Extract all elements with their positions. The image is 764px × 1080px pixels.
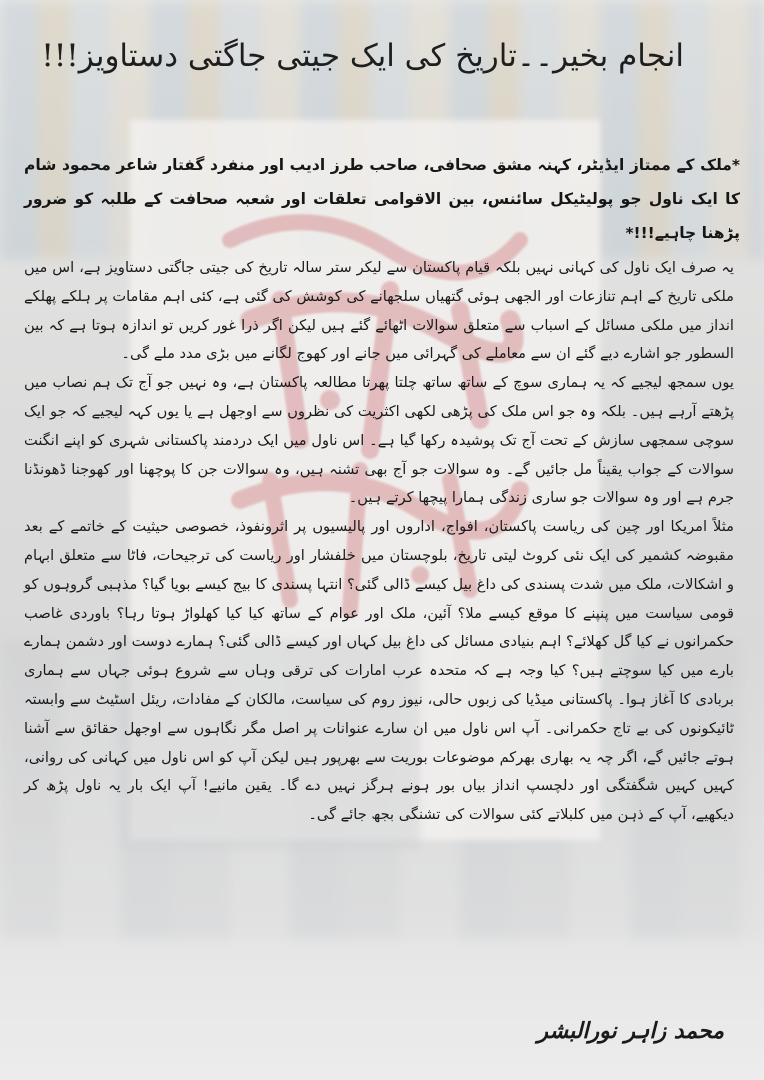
document-title: انجام بخیر۔۔تاریخ کی ایک جیتی جاگتی دستاویز!!! — [41, 38, 684, 74]
author-signature: محمد زاہر نورالبشر — [537, 1018, 724, 1044]
body-paragraph: مثلاً امریکا اور چین کی ریاست پاکستان، افواج، اداروں اور پالیسیوں پر اثرونفوذ، خصوصی حیثیت کے خاتمے کے بعد مقبوضہ کشمیر کی ایک نئی کروٹ لیتی تاریخ، بلوچستان میں خلفشار اور ریاست کی ترجیحات، فاٹا سے متعلق ابہام و اشکالات، ملک میں شدت پسندی کی داغ بیل کیسے ڈالی گئی؟ انتہا پسندی کا بیج کیسے بویا گیا؟ مذہبی گروہوں کو قومی سیاست میں پنپنے کا موقع کیسے ملا؟ آئین، ملک اور عوام کے ساتھ کیا کیا کھلواڑ ہوتا رہا؟ باوردی غاصب حکمرانوں نے کیا گل کھلائے؟ اہم بنیادی مسائل کی داغ بیل کہاں اور کیسے ڈالی گئی؟ ہمارے دوست اور دشمن ہمارے بارے میں کیا سوچتے ہیں؟ کیا وجہ ہے کہ متحدہ عرب امارات کی ترقی وہاں سے شروع ہوئی جہاں سے ہماری بربادی کا آغاز ہوا۔ پاکستانی میڈیا کی زبوں حالی، نیوز روم کی سیاست، مالکان کے مفادات، ریئل اسٹیٹ سے وابستہ ٹائیکونوں کی بے تاج حکمرانی۔ آپ اس ناول میں ان سارے عنوانات پر اصل مگر نگاہوں سے اوجھل حقائق سے آشنا ہوتے جائیں گے، اگر چہ یہ بھاری بھرکم موضوعات بوریت سے بھرپور ہیں لیکن آپ کو اس ناول میں کہانی کی روانی، کہیں کہیں شگفتگی اور دلچسپ انداز بیاں بور ہونے ہرگز نہیں دے گا۔ یقین مانیے! آپ ایک بار یہ ناول پڑھ کر دیکھیے، آپ کے ذہن میں کلبلاتے کئی سوالات کی تشنگی بجھ جائے گی۔ — [24, 518, 734, 824]
body-text — [24, 254, 734, 830]
body-paragraph: یوں سمجھ لیجیے کہ یہ ہماری سوچ کے ساتھ ساتھ چلتا پھرتا مطالعہ پاکستان ہے، وہ نہیں جو آج تک ہم نصاب میں پڑھتے آرہے ہیں۔ بلکہ وہ جو اس ملک کی پڑھی لکھی اکثریت کی نظروں سے اوجھل ہے یا یوں کہہ لیجیے کہ جو ایک سوچی سمجھی سازش کے تحت آج تک پوشیدہ رکھا گیا ہے۔ اس ناول میں ایک دردمند پاکستانی شہری کو اپنے انگنت سوالات کے جواب یقیناً مل جائیں گے۔ وہ سوالات جو آج بھی تشنہ ہیں، وہ سوالات جن کا پوچھنا اور کھوجنا ڈھونڈنا جرم ہے اور وہ سوالات جو ساری زندگی ہمارا پیچھا کرتے ہیں۔ — [24, 374, 734, 507]
intro-paragraph: *ملک کے ممتاز ایڈیٹر، کہنہ مشق صحافی، صاحب طرز ادیب اور منفرد گفتار شاعر محمود شام کا ایک ناول جو پولیٹیکل سائنس، بین الاقوامی تعلقات اور شعبہ صحافت کے طلبہ کو ضرور پڑھنا چاہیے!!!* — [24, 156, 740, 242]
body-paragraph: یہ صرف ایک ناول کی کہانی نہیں بلکہ قیام پاکستان سے لیکر ستر سالہ تاریخ کی جیتی جاگتی دستاویز ہے، اس میں ملکی تاریخ کے اہم تنازعات اور الجھی ہوئی گتھیاں سلجھانے کی کوشش کی گئی ہے، کئی اہم مقامات پر ہلکے پھلکے انداز میں ملکی مسائل کے اسباب سے متعلق سوالات اٹھائے گئے ہیں لیکن اگر ذرا غور کریں تو اندازہ ہوتا ہے کہ بین السطور جو اشارے دیے گئے ان سے معاملے کی گہرائی میں جانے اور کھوج لگانے میں بڑی مدد ملے گی۔ — [24, 259, 734, 363]
